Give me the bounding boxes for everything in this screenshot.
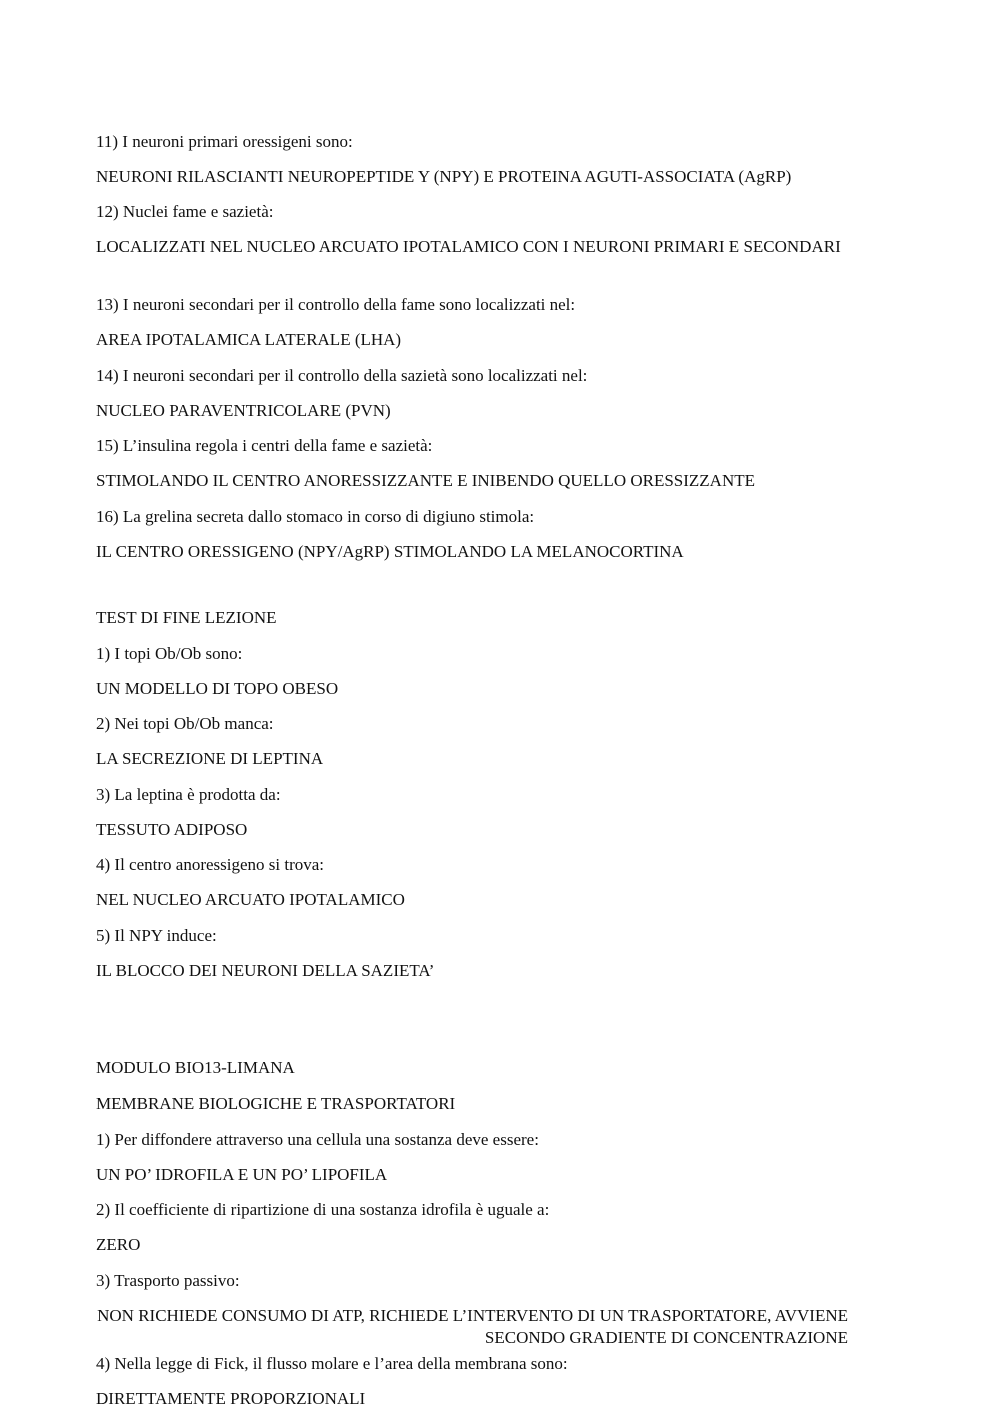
test-question-4: 4) Il centro anoressigeno si trova:: [96, 855, 325, 874]
test-question-3: 3) La leptina è prodotta da:: [96, 785, 281, 804]
module-title: MODULO BIO13-LIMANA: [96, 1058, 295, 1077]
module-question-4: 4) Nella legge di Fick, il flusso molare e l’area della membrana sono:: [96, 1354, 568, 1373]
test-answer-4: NEL NUCLEO ARCUATO IPOTALAMICO: [96, 890, 405, 909]
answer-14: NUCLEO PARAVENTRICOLARE (PVN): [96, 401, 391, 420]
answer-16: IL CENTRO ORESSIGENO (NPY/AgRP) STIMOLANDO LA MELANOCORTINA: [96, 542, 684, 561]
module-question-2: 2) Il coefficiente di ripartizione di una sostanza idrofila è uguale a:: [96, 1200, 550, 1219]
answer-13: AREA IPOTALAMICA LATERALE (LHA): [96, 330, 402, 349]
test-answer-1: UN MODELLO DI TOPO OBESO: [96, 679, 339, 698]
module-answer-2: ZERO: [96, 1235, 141, 1254]
answer-12: LOCALIZZATI NEL NUCLEO ARCUATO IPOTALAMICO CON I NEURONI PRIMARI E SECONDARI: [96, 237, 841, 256]
module-question-1: 1) Per diffondere attraverso una cellula una sostanza deve essere:: [96, 1130, 539, 1149]
test-answer-2: LA SECREZIONE DI LEPTINA: [96, 749, 324, 768]
test-answer-5: IL BLOCCO DEI NEURONI DELLA SAZIETA’: [96, 961, 435, 980]
question-14: 14) I neuroni secondari per il controllo della sazietà sono localizzati nel:: [96, 366, 588, 385]
answer-15: STIMOLANDO IL CENTRO ANORESSIZZANTE E INIBENDO QUELLO ORESSIZZANTE: [96, 471, 756, 490]
test-section-title: TEST DI FINE LEZIONE: [96, 608, 277, 627]
module-subtitle: MEMBRANE BIOLOGICHE E TRASPORTATORI: [96, 1094, 456, 1113]
test-question-1: 1) I topi Ob/Ob sono:: [96, 644, 243, 663]
answer-11: NEURONI RILASCIANTI NEUROPEPTIDE Y (NPY) E PROTEINA AGUTI-ASSOCIATA (AgRP): [96, 167, 792, 186]
question-15: 15) L’insulina regola i centri della fame e sazietà:: [96, 436, 433, 455]
question-16: 16) La grelina secreta dallo stomaco in corso di digiuno stimola:: [96, 507, 535, 526]
question-12: 12) Nuclei fame e sazietà:: [96, 202, 274, 221]
module-answer-1: UN PO’ IDROFILA E UN PO’ LIPOFILA: [96, 1165, 388, 1184]
question-11: 11) I neuroni primari oressigeni sono:: [96, 132, 353, 151]
test-question-2: 2) Nei topi Ob/Ob manca:: [96, 714, 274, 733]
module-question-3: 3) Trasporto passivo:: [96, 1271, 240, 1290]
module-answer-4: DIRETTAMENTE PROPORZIONALI: [96, 1389, 366, 1408]
test-answer-3: TESSUTO ADIPOSO: [96, 820, 248, 839]
test-question-5: 5) Il NPY induce:: [96, 926, 217, 945]
module-answer-3: NON RICHIEDE CONSUMO DI ATP, RICHIEDE L’INTERVENTO DI UN TRASPORTATORE, AVVIENE SECONDO GRADIENTE DI CONCENTRAZIONE: [97, 1306, 848, 1347]
question-13: 13) I neuroni secondari per il controllo della fame sono localizzati nel:: [96, 295, 576, 314]
